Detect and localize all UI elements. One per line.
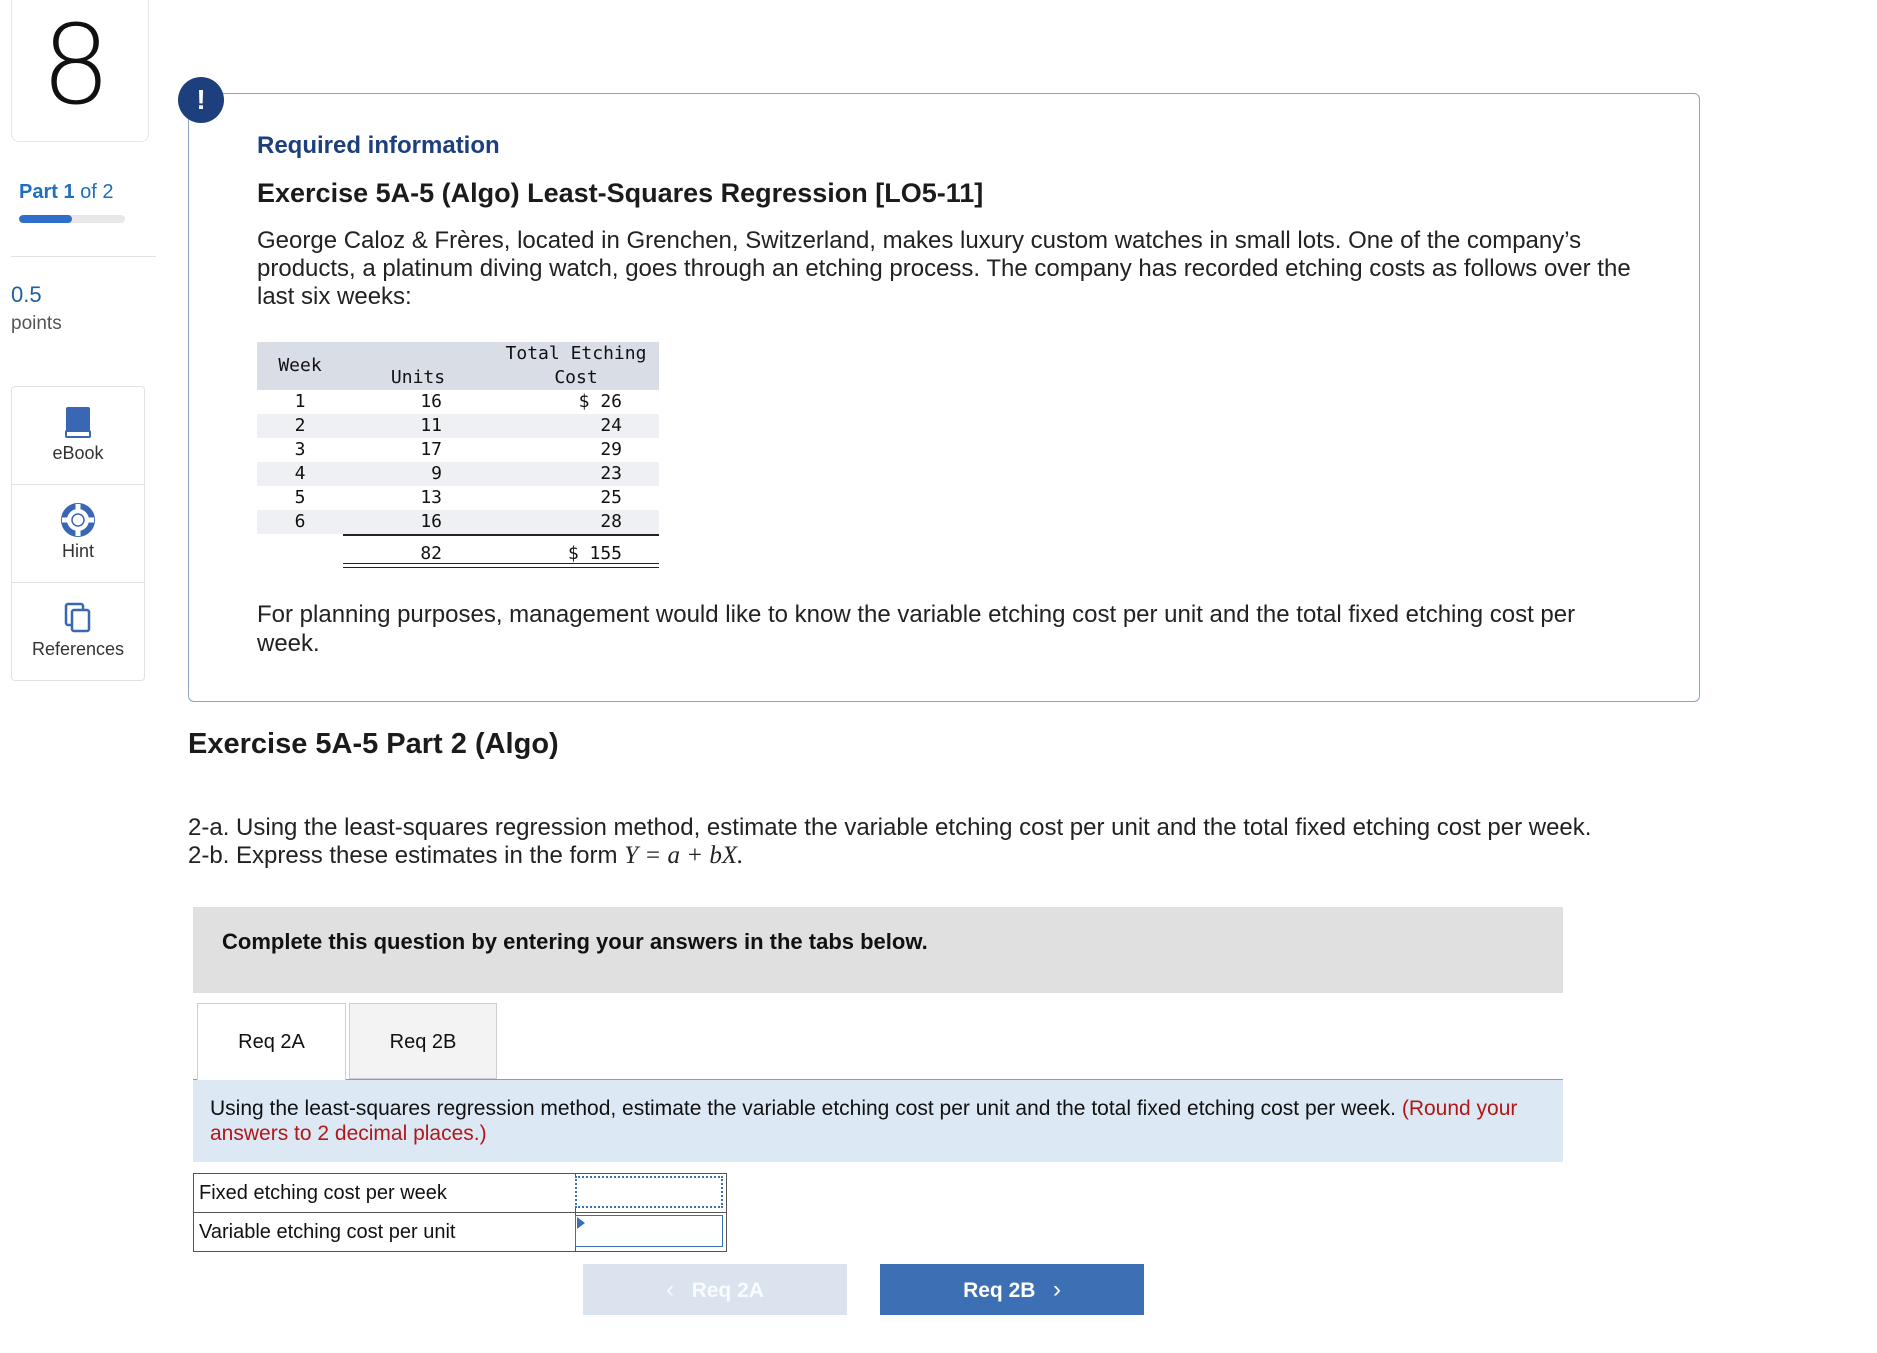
part-of: of 2 [80,181,114,203]
cell-cost: 28 [600,511,622,532]
part-indicator [19,181,114,204]
complete-banner-text: Complete this question by entering your answers in the tabs below. [222,929,928,954]
header-units: Units [390,367,446,388]
tab-req-2a[interactable]: Req 2A [197,1003,346,1080]
part2-line-a: 2-a. Using the least-squares regression method, estimate the variable etching cost per unit and the total fixed etching cost per week. [188,814,1592,841]
part2-line-b-prefix: 2-b. Express these estimates in the form [188,842,618,869]
sum-underline [343,534,659,536]
part2-title: Exercise 5A-5 Part 2 (Algo) [188,728,559,760]
part2-prompt [188,814,1748,870]
table-row [257,390,659,414]
cell-units: 11 [420,415,442,436]
total-cost: $ 155 [567,543,622,564]
cell-cost: $ 26 [578,391,622,412]
table-row [257,462,659,486]
chevron-left-icon: ‹ [666,1276,675,1303]
part2-line-b [188,842,1748,870]
cell-units: 17 [420,439,442,460]
cell-week: 2 [294,415,306,436]
cell-week: 3 [294,439,306,460]
header-week: Week [278,355,322,376]
fixed-cost-input[interactable] [575,1176,723,1208]
instructions-text [210,1096,1530,1146]
tools-panel [11,386,145,681]
prev-req-label: Req 2A [691,1279,764,1302]
table-row [257,414,659,438]
variable-cost-label: Variable etching cost per unit [199,1221,456,1243]
exercise-description: George Caloz & Frères, located in Grenchen, Switzerland, makes luxury custom watches in small lots. One of the company’s products, a platinum diving watch, goes through an etching process. The company has recorded etching costs as follows over the last six weeks: [257,227,1631,310]
required-info-title: Required information [257,132,500,159]
cell-units: 13 [420,487,442,508]
cell-week: 5 [294,487,306,508]
table-body [257,390,659,534]
cell-cost: 29 [600,439,622,460]
ebook-label: eBook [52,443,104,463]
hint-button[interactable] [12,485,144,583]
complete-banner [193,907,1563,993]
cell-cost: 24 [600,415,622,436]
question-number: 8 [41,1,111,129]
table-header [257,342,659,390]
planning-text: For planning purposes, management would like to know the variable etching cost per unit and the total fixed etching cost per week. [257,601,1576,657]
cell-week: 6 [294,511,306,532]
part-progress-bar [19,215,125,223]
part-label: Part [19,181,58,203]
cell-units: 9 [431,463,442,484]
total-double-underline [343,563,659,568]
lifebuoy-icon [61,503,95,537]
answer-table [193,1173,727,1252]
cell-cost: 25 [600,487,622,508]
cell-marker-icon [577,1217,585,1229]
book-icon [61,405,95,439]
exercise-title: Exercise 5A-5 (Algo) Least-Squares Regression [LO5-11] [257,178,984,208]
cell-week: 4 [294,463,306,484]
ebook-button[interactable] [12,387,144,485]
table-row [257,510,659,534]
header-cost-line1: Total Etching [505,343,647,364]
part-progress-fill [19,215,72,223]
instructions-panel [193,1080,1563,1162]
fixed-cost-label: Fixed etching cost per week [199,1182,447,1204]
answer-row-variable [194,1213,726,1251]
points-value: 0.5 [11,282,42,307]
cell-week: 1 [294,391,306,412]
hint-label: Hint [61,541,94,561]
next-req-label: Req 2B [963,1279,1036,1302]
etching-cost-table [257,342,659,570]
variable-cost-input[interactable] [575,1215,723,1247]
rounding-note: (Round your answers to 2 decimal places.) [210,1097,1518,1145]
tab-req-2b[interactable]: Req 2B [349,1003,497,1079]
rail-divider [11,256,156,257]
prev-req-button[interactable] [583,1264,847,1315]
answer-row-fixed [194,1174,726,1213]
total-units: 82 [420,543,442,564]
cell-units: 16 [420,511,442,532]
cell-cost: 23 [600,463,622,484]
cell-units: 16 [420,391,442,412]
references-label: References [31,639,125,659]
part2-formula: Y = a + bX. [624,842,744,869]
totals-row [257,534,659,570]
chevron-right-icon: › [1052,1276,1061,1303]
references-button[interactable] [12,583,144,680]
table-row [257,438,659,462]
next-req-button[interactable] [880,1264,1144,1315]
instructions-body: Using the least-squares regression method, estimate the variable etching cost per unit and the total fixed etching cost per week. [210,1097,1396,1120]
table-row [257,486,659,510]
part-current: 1 [63,181,75,203]
copy-icon [61,601,95,635]
points-label: points [11,313,62,334]
header-cost-line2: Cost [554,367,598,388]
alert-icon: ! [178,77,224,123]
